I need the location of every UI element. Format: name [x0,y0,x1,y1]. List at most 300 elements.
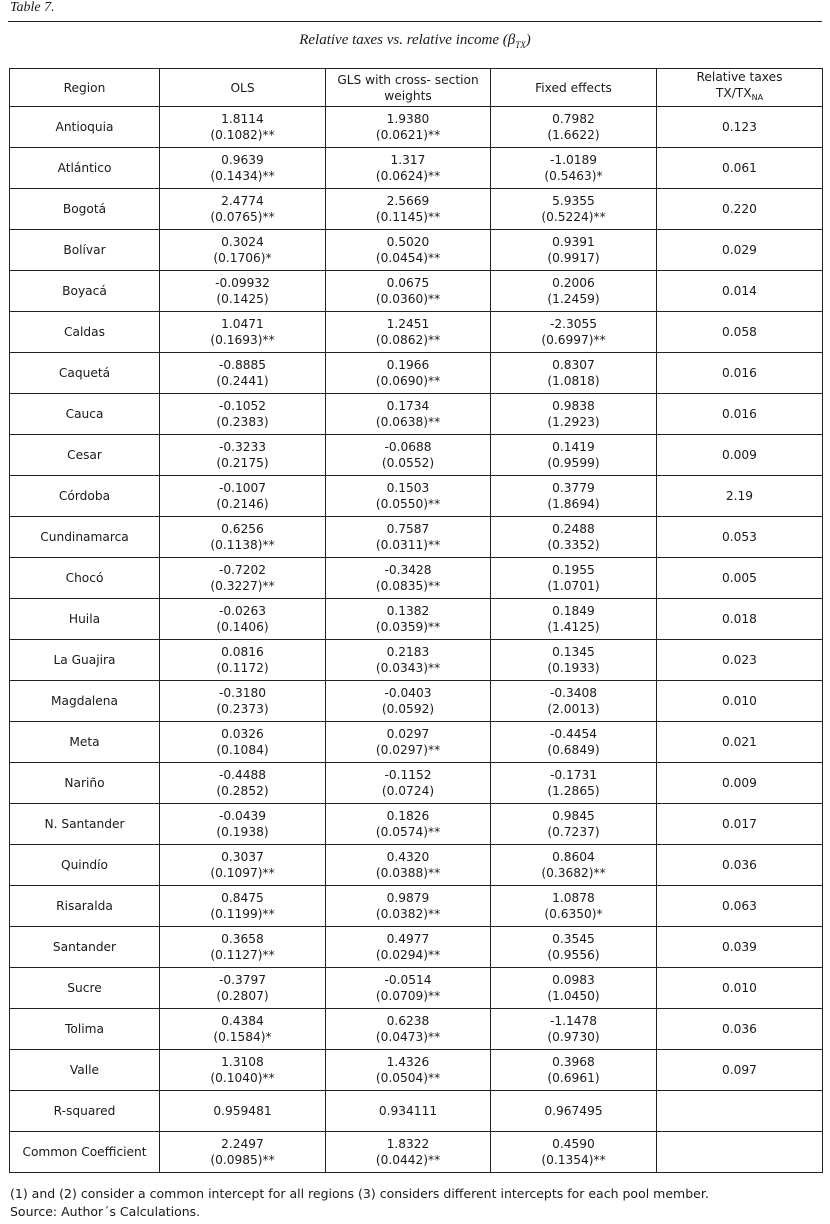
region-name: Cesar [10,435,160,476]
estimate: 1.8322 [386,1137,430,1151]
estimate: -0.1731 [549,768,598,782]
estimate: 0.1419 [552,440,595,454]
header-relative-taxes-label: Relative taxes [696,70,783,84]
relative-taxes-cell: 0.220 [657,189,823,230]
std-error: (0.2807) [216,989,269,1003]
estimate: 0.1849 [552,604,595,618]
std-error: (0.1425) [216,292,269,306]
region-name: Bolívar [10,230,160,271]
gls-cell [326,476,491,517]
estimate: 0.3779 [552,481,595,495]
region-name: Santander [10,927,160,968]
ols-cell [160,722,326,763]
relative-taxes-cell: 0.053 [657,517,823,558]
estimate: 0.0816 [221,645,264,659]
estimate: 1.0471 [221,317,264,331]
ols-cell [160,230,326,271]
region-name: Boyacá [10,271,160,312]
fixed-effects-cell [491,517,657,558]
std-error: (0.0862)** [375,333,441,347]
estimate: 0.9845 [552,809,595,823]
std-error: (0.0294)** [375,948,441,962]
relative-taxes-cell: 0.017 [657,804,823,845]
estimate: 0.1826 [386,809,430,823]
table-row [10,271,823,312]
gls-cell [326,271,491,312]
estimate: -0.4488 [218,768,267,782]
region-name: La Guajira [10,640,160,681]
relative-taxes-cell: 0.018 [657,599,823,640]
r-squared-empty [657,1091,823,1132]
std-error: (0.0574)** [375,825,441,839]
region-name: Chocó [10,558,160,599]
relative-taxes-cell: 0.009 [657,763,823,804]
std-error: (0.0473)** [375,1030,441,1044]
std-error: (0.0297)** [375,743,441,757]
gls-cell [326,681,491,722]
std-error: (1.0701) [547,579,600,593]
common-gls-cell [326,1132,491,1173]
table-caption [0,32,830,50]
header-relative-taxes-ratio [661,85,818,106]
estimate: 0.2183 [386,645,430,659]
relative-taxes-cell: 0.010 [657,681,823,722]
estimate: 1.317 [390,153,426,167]
gls-cell [326,394,491,435]
region-name: Sucre [10,968,160,1009]
table-number-label: Table 7. [10,0,55,15]
gls-cell [326,886,491,927]
ols-cell [160,271,326,312]
estimate: 1.0878 [552,891,595,905]
std-error: (0.6961) [547,1071,600,1085]
ols-cell [160,845,326,886]
fixed-effects-cell [491,107,657,148]
ols-cell [160,763,326,804]
std-error: (0.1084) [216,743,269,757]
fixed-effects-cell [491,640,657,681]
std-error: (0.0550)** [375,497,441,511]
relative-taxes-cell: 0.036 [657,1009,823,1050]
relative-taxes-cell: 0.010 [657,968,823,1009]
std-error: (0.2383) [216,415,269,429]
ols-cell [160,1009,326,1050]
estimate: 0.0983 [552,973,595,987]
gls-cell [326,558,491,599]
note-intercepts: (1) and (2) consider a common intercept for all regions (3) considers different intercepts for each pool member. [10,1186,709,1201]
header-gls: GLS with cross- section weights [326,69,491,107]
header-region: Region [10,69,160,107]
fixed-effects-cell [491,927,657,968]
estimate: -2.3055 [549,317,598,331]
header-ratio-subscript: NA [751,93,764,102]
std-error: (0.1145)** [375,210,441,224]
std-error: (0.7237) [547,825,600,839]
fixed-effects-cell [491,353,657,394]
region-name: Cauca [10,394,160,435]
gls-cell [326,189,491,230]
ols-cell [160,599,326,640]
estimate: 2.2497 [221,1137,264,1151]
estimate: 0.8307 [552,358,595,372]
estimate: 0.4977 [386,932,430,946]
relative-taxes-cell: 0.036 [657,845,823,886]
std-error: (0.1693)** [210,333,275,347]
estimate: -0.8885 [218,358,267,372]
std-error: (0.1138)** [210,538,275,552]
std-error: (0.2441) [216,374,269,388]
estimate: -0.3180 [218,686,267,700]
region-name: Caquetá [10,353,160,394]
caption-subscript: TX [515,40,526,50]
note-source: Source: Author´s Calculations. [10,1204,201,1219]
gls-cell [326,722,491,763]
estimate: 0.9838 [552,399,595,413]
table-row [10,804,823,845]
relative-taxes-cell: 0.021 [657,722,823,763]
estimate: -0.7202 [218,563,267,577]
relative-taxes-cell: 2.19 [657,476,823,517]
fixed-effects-cell [491,148,657,189]
std-error: (0.0624)** [375,169,441,183]
estimate: 0.0675 [386,276,430,290]
table-row [10,312,823,353]
r-squared-label: R-squared [10,1091,160,1132]
table-body [10,107,823,1173]
table-row [10,886,823,927]
table-row [10,845,823,886]
estimate: 2.5669 [386,194,430,208]
estimate: -0.1152 [384,768,432,782]
table-row [10,394,823,435]
table-row [10,640,823,681]
relative-taxes-cell: 0.097 [657,1050,823,1091]
region-name: Risaralda [10,886,160,927]
estimate: 1.9380 [386,112,430,126]
estimate: 0.3024 [221,235,264,249]
estimate: 0.3545 [552,932,595,946]
std-error: (0.0359)** [375,620,441,634]
estimate: -0.0688 [384,440,432,454]
gls-cell [326,148,491,189]
ols-cell [160,517,326,558]
estimate: -0.0439 [218,809,267,823]
std-error: (1.0818) [547,374,600,388]
table-row [10,722,823,763]
estimate: 1.3108 [221,1055,264,1069]
fixed-effects-cell [491,394,657,435]
estimate: 0.0326 [221,727,264,741]
std-error: (0.2146) [216,497,269,511]
r-squared-gls: 0.934111 [326,1091,491,1132]
estimate: -1.0189 [549,153,598,167]
estimate: 0.7982 [552,112,595,126]
common-coefficient-label: Common Coefficient [10,1132,160,1173]
estimate: 0.3658 [221,932,264,946]
estimate: 1.8114 [221,112,264,126]
estimate: 0.8604 [552,850,595,864]
estimate: 0.9879 [386,891,430,905]
std-error: (0.6997)** [541,333,606,347]
std-error: (0.6350)* [544,907,603,921]
table-row [10,148,823,189]
header-ols: OLS [160,69,326,107]
regression-table [9,68,823,1173]
fixed-effects-cell [491,476,657,517]
estimate: 0.9639 [221,153,264,167]
ols-cell [160,886,326,927]
std-error: (0.0621)** [375,128,441,142]
estimate: -0.1052 [218,399,267,413]
relative-taxes-cell: 0.123 [657,107,823,148]
gls-cell [326,1050,491,1091]
relative-taxes-cell: 0.014 [657,271,823,312]
estimate: 0.1734 [386,399,430,413]
estimate: -0.1007 [218,481,267,495]
std-error: (2.0013) [547,702,600,716]
ols-cell [160,189,326,230]
relative-taxes-cell: 0.016 [657,394,823,435]
std-error: (0.0638)** [375,415,441,429]
std-error: (0.1082)** [210,128,275,142]
estimate: -0.3408 [549,686,598,700]
estimate: -0.09932 [215,276,270,290]
relative-taxes-cell: 0.029 [657,230,823,271]
table-row [10,599,823,640]
relative-taxes-cell: 0.061 [657,148,823,189]
std-error: (0.9556) [547,948,600,962]
gls-cell [326,640,491,681]
estimate: 0.3037 [221,850,264,864]
std-error: (1.2459) [547,292,600,306]
estimate: 5.9355 [552,194,595,208]
table-row [10,1009,823,1050]
estimate: 0.4590 [552,1137,595,1151]
estimate: 0.2488 [552,522,595,536]
estimate: 0.4320 [386,850,430,864]
std-error: (0.9599) [547,456,600,470]
std-error: (0.0343)** [375,661,441,675]
fixed-effects-cell [491,763,657,804]
std-error: (1.8694) [547,497,600,511]
relative-taxes-cell: 0.016 [657,353,823,394]
header-relative-taxes [657,69,823,107]
table-row [10,1050,823,1091]
std-error: (0.0504)** [375,1071,441,1085]
estimate: -0.3428 [384,563,432,577]
std-error: (0.1354)** [541,1153,606,1167]
estimate: -0.3797 [218,973,267,987]
std-error: (0.0765)** [210,210,275,224]
table-row [10,681,823,722]
std-error: (0.0724) [381,784,435,798]
std-error: (0.5463)* [544,169,603,183]
ols-cell [160,476,326,517]
estimate: -0.0514 [384,973,432,987]
common-empty [657,1132,823,1173]
gls-cell [326,804,491,845]
gls-cell [326,517,491,558]
common-coefficient-row [10,1132,823,1173]
std-error: (0.1584)* [213,1030,272,1044]
std-error: (0.3682)** [541,866,606,880]
table-row [10,968,823,1009]
estimate: 0.6256 [221,522,264,536]
fixed-effects-cell [491,1050,657,1091]
table-row [10,558,823,599]
estimate: 0.2006 [552,276,595,290]
common-ols-cell [160,1132,326,1173]
gls-cell [326,353,491,394]
ols-cell [160,435,326,476]
estimate: 0.5020 [386,235,430,249]
table-row [10,353,823,394]
estimate: 0.1966 [386,358,430,372]
relative-taxes-cell: 0.039 [657,927,823,968]
region-name: Huila [10,599,160,640]
ols-cell [160,312,326,353]
region-name: Magdalena [10,681,160,722]
std-error: (0.5224)** [541,210,606,224]
estimate: 0.9391 [552,235,595,249]
std-error: (0.1199)** [210,907,275,921]
std-error: (0.2373) [216,702,269,716]
estimate: -0.0263 [218,604,267,618]
fixed-effects-cell [491,189,657,230]
region-name: Caldas [10,312,160,353]
ols-cell [160,804,326,845]
std-error: (0.3352) [547,538,600,552]
ols-cell [160,394,326,435]
relative-taxes-cell: 0.009 [657,435,823,476]
std-error: (0.1434)** [210,169,275,183]
std-error: (0.0382)** [375,907,441,921]
std-error: (0.2175) [216,456,269,470]
estimate: -0.0403 [384,686,432,700]
std-error: (1.2865) [547,784,600,798]
std-error: (0.0835)** [375,579,441,593]
top-rule-divider [8,21,822,22]
estimate: 0.0297 [386,727,430,741]
std-error: (0.1933) [547,661,600,675]
ols-cell [160,1050,326,1091]
region-name: Meta [10,722,160,763]
std-error: (0.1406) [216,620,269,634]
fixed-effects-cell [491,271,657,312]
region-name: Atlántico [10,148,160,189]
std-error: (0.1172) [216,661,269,675]
region-name: Valle [10,1050,160,1091]
region-name: Quindío [10,845,160,886]
r-squared-ols: 0.959481 [160,1091,326,1132]
region-name: Nariño [10,763,160,804]
std-error: (1.2923) [547,415,600,429]
estimate: 1.2451 [386,317,430,331]
fixed-effects-cell [491,1009,657,1050]
std-error: (0.0454)** [375,251,441,265]
ols-cell [160,968,326,1009]
region-name: Antioquia [10,107,160,148]
std-error: (1.4125) [547,620,600,634]
std-error: (0.0985)** [210,1153,275,1167]
header-fixed-effects: Fixed effects [491,69,657,107]
table-notes [10,1185,709,1221]
std-error: (0.3227)** [210,579,275,593]
std-error: (0.1706)* [213,251,272,265]
region-name: Bogotá [10,189,160,230]
estimate: 0.3968 [552,1055,595,1069]
std-error: (1.0450) [547,989,600,1003]
gls-cell [326,599,491,640]
gls-cell [326,1009,491,1050]
fixed-effects-cell [491,722,657,763]
relative-taxes-cell: 0.058 [657,312,823,353]
fixed-effects-cell [491,886,657,927]
common-fixed-effects-cell [491,1132,657,1173]
ols-cell [160,681,326,722]
table-row [10,189,823,230]
fixed-effects-cell [491,230,657,271]
estimate: -0.3233 [218,440,267,454]
std-error: (0.1127)** [210,948,275,962]
r-squared-fixed-effects: 0.967495 [491,1091,657,1132]
std-error: (0.2852) [216,784,269,798]
fixed-effects-cell [491,681,657,722]
fixed-effects-cell [491,968,657,1009]
region-name: N. Santander [10,804,160,845]
fixed-effects-cell [491,312,657,353]
region-name: Cundinamarca [10,517,160,558]
table-row [10,230,823,271]
ols-cell [160,107,326,148]
fixed-effects-cell [491,558,657,599]
estimate: 2.4774 [221,194,264,208]
std-error: (0.1097)** [210,866,275,880]
table-row [10,476,823,517]
gls-cell [326,107,491,148]
std-error: (0.1040)** [210,1071,275,1085]
caption-close: ) [525,32,531,48]
gls-cell [326,845,491,886]
ols-cell [160,148,326,189]
gls-cell [326,435,491,476]
estimate: 0.6238 [386,1014,430,1028]
std-error: (0.0388)** [375,866,441,880]
fixed-effects-cell [491,599,657,640]
estimate: 0.1955 [552,563,595,577]
std-error: (0.0442)** [375,1153,441,1167]
std-error: (0.0709)** [375,989,441,1003]
std-error: (0.0592) [381,702,435,716]
estimate: 0.1345 [552,645,595,659]
relative-taxes-cell: 0.023 [657,640,823,681]
gls-cell [326,230,491,271]
estimate: -1.1478 [549,1014,598,1028]
std-error: (0.9917) [547,251,600,265]
relative-taxes-cell: 0.005 [657,558,823,599]
table-row [10,107,823,148]
std-error: (0.9730) [547,1030,600,1044]
table-row [10,927,823,968]
std-error: (1.6622) [547,128,600,142]
caption-text: Relative taxes vs. relative income (β [299,32,516,48]
ols-cell [160,353,326,394]
std-error: (0.0690)** [375,374,441,388]
std-error: (0.6849) [547,743,600,757]
estimate: 0.4384 [221,1014,264,1028]
estimate: 0.7587 [386,522,430,536]
std-error: (0.0311)** [375,538,441,552]
